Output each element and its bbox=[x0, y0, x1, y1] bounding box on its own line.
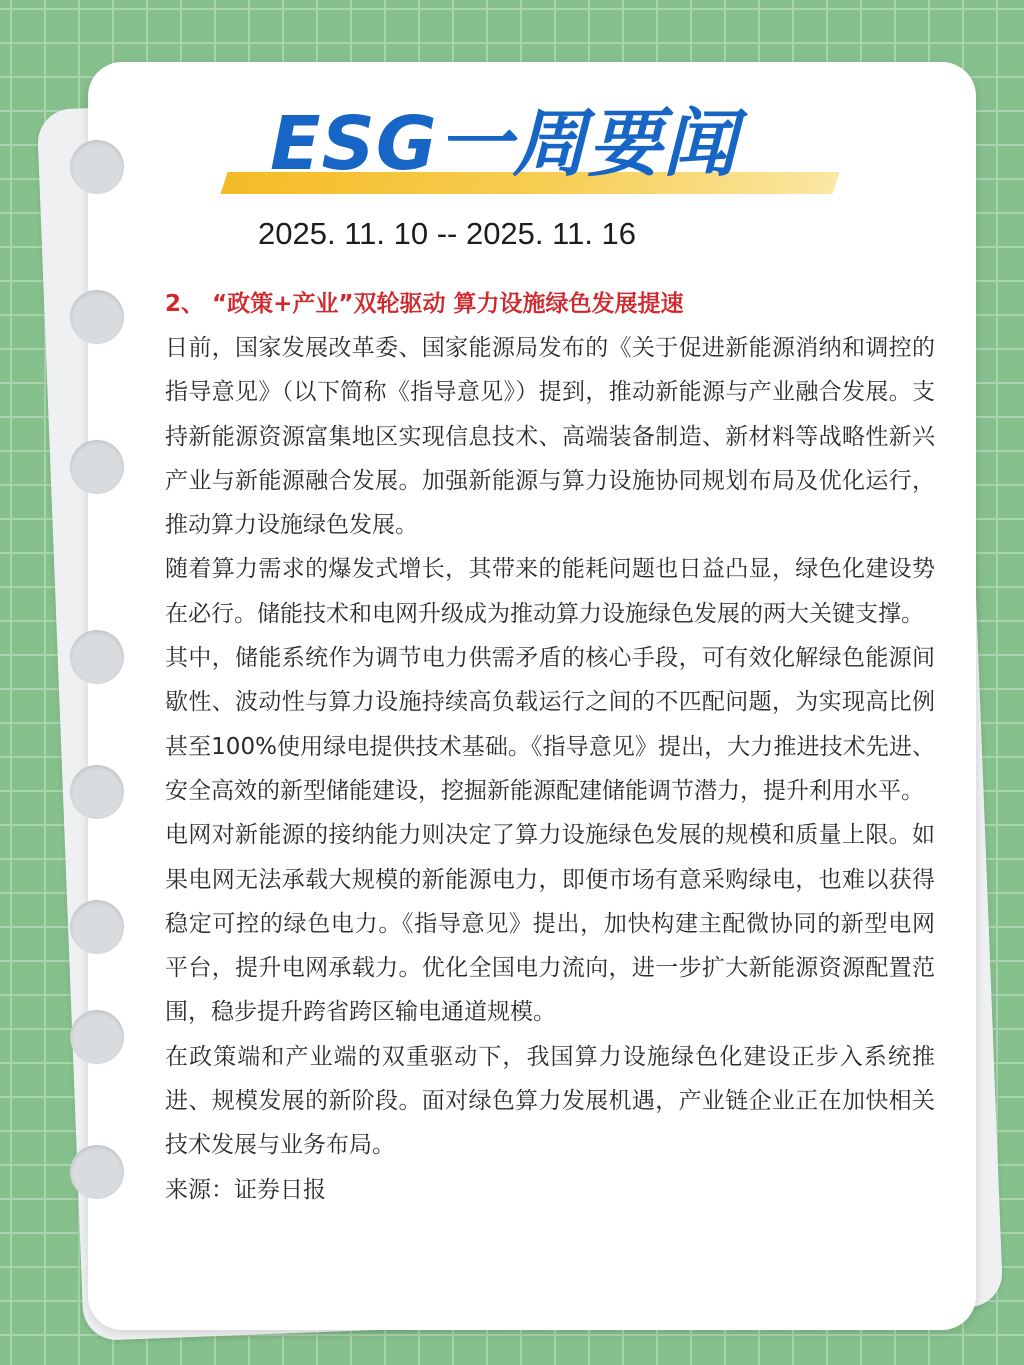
date-range: 2025. 11. 10 -- 2025. 11. 16 bbox=[258, 216, 637, 251]
article-body bbox=[165, 282, 935, 1212]
binder-hole bbox=[70, 900, 124, 954]
article-source: 来源：证券日报 bbox=[165, 1176, 326, 1203]
binder-hole bbox=[70, 1145, 124, 1199]
binder-hole bbox=[70, 1010, 124, 1064]
article-paragraph: 随着算力需求的爆发式增长，其带来的能耗问题也日益凸显，绿色化建设势在必行。储能技术和电网升级成为推动算力设施绿色发展的两大关键支撑。 bbox=[165, 556, 935, 627]
binder-hole bbox=[70, 290, 124, 344]
article-paragraph: 日前，国家发展改革委、国家能源局发布的《关于促进新能源消纳和调控的指导意见》（以下简称《指导意见》）提到，推动新能源与产业融合发展。支持新能源资源富集地区实现信息技术、高端装备制造、新材料等战略性新兴产业与新能源融合发展。加强新能源与算力设施协同规划布局及优化运行，推动算力设施绿色发展。 bbox=[165, 335, 935, 539]
article-paragraph: 在政策端和产业端的双重驱动下，我国算力设施绿色化建设正步入系统推进、规模发展的新阶段。面对绿色算力发展机遇，产业链企业正在加快相关技术发展与业务布局。 bbox=[165, 1043, 935, 1159]
binder-hole bbox=[70, 140, 124, 194]
article-paragraph: 电网对新能源的接纳能力则决定了算力设施绿色发展的规模和质量上限。如果电网无法承载大规模的新能源电力，即便市场有意采购绿电，也难以获得稳定可控的绿色电力。《指导意见》提出，加快构建主配微协同的新型电网平台，提升电网承载力。优化全国电力流向，进一步扩大新能源资源配置范围，稳步提升跨省跨区输电通道规模。 bbox=[165, 822, 935, 1026]
article-paragraph: 其中，储能系统作为调节电力供需矛盾的核心手段，可有效化解绿色能源间歇性、波动性与算力设施持续高负载运行之间的不匹配问题，为实现高比例甚至100%使用绿电提供技术基础。《指导意见》提出，大力推进技术先进、安全高效的新型储能建设，挖掘新能源配建储能调节潜力，提升利用水平。 bbox=[165, 645, 935, 804]
article-heading: 2、 “政策+产业”双轮驱动 算力设施绿色发展提速 bbox=[165, 291, 684, 317]
binder-hole bbox=[70, 440, 124, 494]
title-block bbox=[220, 96, 840, 206]
page-title: ESG一周要闻 bbox=[270, 101, 738, 187]
binder-hole bbox=[70, 630, 124, 684]
binder-hole bbox=[70, 765, 124, 819]
